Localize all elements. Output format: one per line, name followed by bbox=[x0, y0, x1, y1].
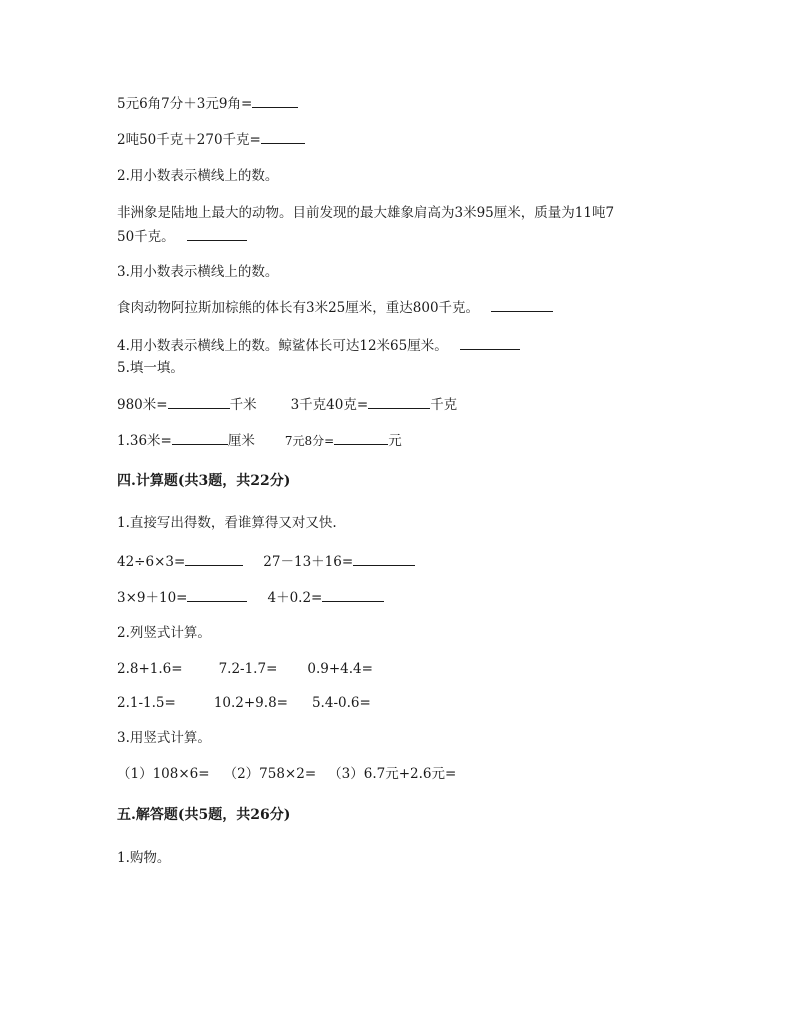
unit-label: 厘米 bbox=[227, 433, 255, 449]
answer-blank[interactable] bbox=[334, 432, 388, 445]
problem-text: 0.9+4.4= bbox=[307, 661, 373, 677]
question-5-title: 5.填一填。 bbox=[117, 360, 184, 376]
unit-label: 千克 bbox=[430, 397, 458, 413]
vertical-calc-row-1 bbox=[117, 660, 373, 678]
question-4-text bbox=[117, 337, 520, 355]
answer-blank[interactable] bbox=[187, 589, 247, 602]
problem-text: 5.4-0.6= bbox=[311, 695, 371, 711]
problem-text: （2）758×2= bbox=[223, 766, 317, 782]
section-5-heading: 五.解答题(共5题，共26分) bbox=[117, 807, 291, 823]
answer-blank[interactable] bbox=[252, 95, 298, 108]
answer-blank[interactable] bbox=[185, 553, 243, 566]
problem-text: 2.8+1.6= bbox=[117, 661, 183, 677]
answer-blank[interactable] bbox=[187, 228, 247, 241]
problem-text: 4.用小数表示横线上的数。鲸鲨体长可达12米65厘米。 bbox=[117, 338, 448, 354]
problem-money-addition bbox=[117, 95, 298, 113]
problem-weight-addition bbox=[117, 131, 305, 149]
problem-text: 2吨50千克＋270千克= bbox=[117, 132, 261, 148]
problem-text: 3千克40克= bbox=[290, 397, 369, 413]
problem-text: 980米= bbox=[117, 397, 168, 413]
fill-row-2 bbox=[117, 432, 402, 450]
answer-blank[interactable] bbox=[322, 589, 384, 602]
problem-text: 7.2-1.7= bbox=[218, 661, 278, 677]
question-3-title: 3.用小数表示横线上的数。 bbox=[117, 264, 279, 280]
problem-text: 42÷6×3= bbox=[117, 554, 186, 570]
problem-text: 1.36米= bbox=[117, 433, 172, 449]
problem-text: （3）6.7元+2.6元= bbox=[328, 766, 457, 782]
problem-text: 2.1-1.5= bbox=[117, 695, 176, 711]
calc-row-2 bbox=[117, 589, 384, 607]
answer-blank[interactable] bbox=[368, 396, 430, 409]
section-4-heading: 四.计算题(共3题，共22分) bbox=[117, 473, 291, 489]
question-3-text bbox=[117, 299, 553, 317]
unit-label: 元 bbox=[388, 433, 402, 449]
problem-text: 4＋0.2= bbox=[267, 590, 323, 606]
problem-text: 5元6角7分＋3元9角= bbox=[117, 96, 253, 112]
question-2-text-line2 bbox=[117, 228, 247, 246]
problem-text: （1）108×6= bbox=[117, 766, 210, 782]
problem-text: 3×9＋10= bbox=[117, 590, 188, 606]
answer-blank[interactable] bbox=[168, 396, 230, 409]
calc-question-2-title: 2.列竖式计算。 bbox=[117, 625, 211, 641]
question-2-title: 2.用小数表示横线上的数。 bbox=[117, 168, 279, 184]
answer-blank[interactable] bbox=[261, 131, 305, 144]
answer-blank[interactable] bbox=[460, 337, 520, 350]
answer-blank[interactable] bbox=[353, 553, 415, 566]
calc-question-3-title: 3.用竖式计算。 bbox=[117, 730, 211, 746]
problem-text: 50千克。 bbox=[117, 229, 175, 245]
vertical-calc-row-3 bbox=[117, 765, 456, 783]
word-problem-1-title: 1.购物。 bbox=[117, 850, 171, 866]
problem-text: 27－13＋16= bbox=[263, 554, 354, 570]
answer-blank[interactable] bbox=[491, 299, 553, 312]
calc-question-1-title: 1.直接写出得数，看谁算得又对又快. bbox=[117, 515, 337, 531]
problem-text: 10.2+9.8= bbox=[213, 695, 288, 711]
problem-text: 7元8分= bbox=[284, 434, 335, 448]
problem-text: 食肉动物阿拉斯加棕熊的体长有3米25厘米，重达800千克。 bbox=[117, 300, 480, 316]
unit-label: 千米 bbox=[229, 397, 257, 413]
calc-row-1 bbox=[117, 553, 415, 571]
question-2-text-line1: 非洲象是陆地上最大的动物。目前发现的最大雄象肩高为3米95厘米，质量为11吨7 bbox=[117, 205, 615, 221]
vertical-calc-row-2 bbox=[117, 694, 371, 712]
fill-row-1 bbox=[117, 396, 457, 414]
answer-blank[interactable] bbox=[172, 432, 228, 445]
